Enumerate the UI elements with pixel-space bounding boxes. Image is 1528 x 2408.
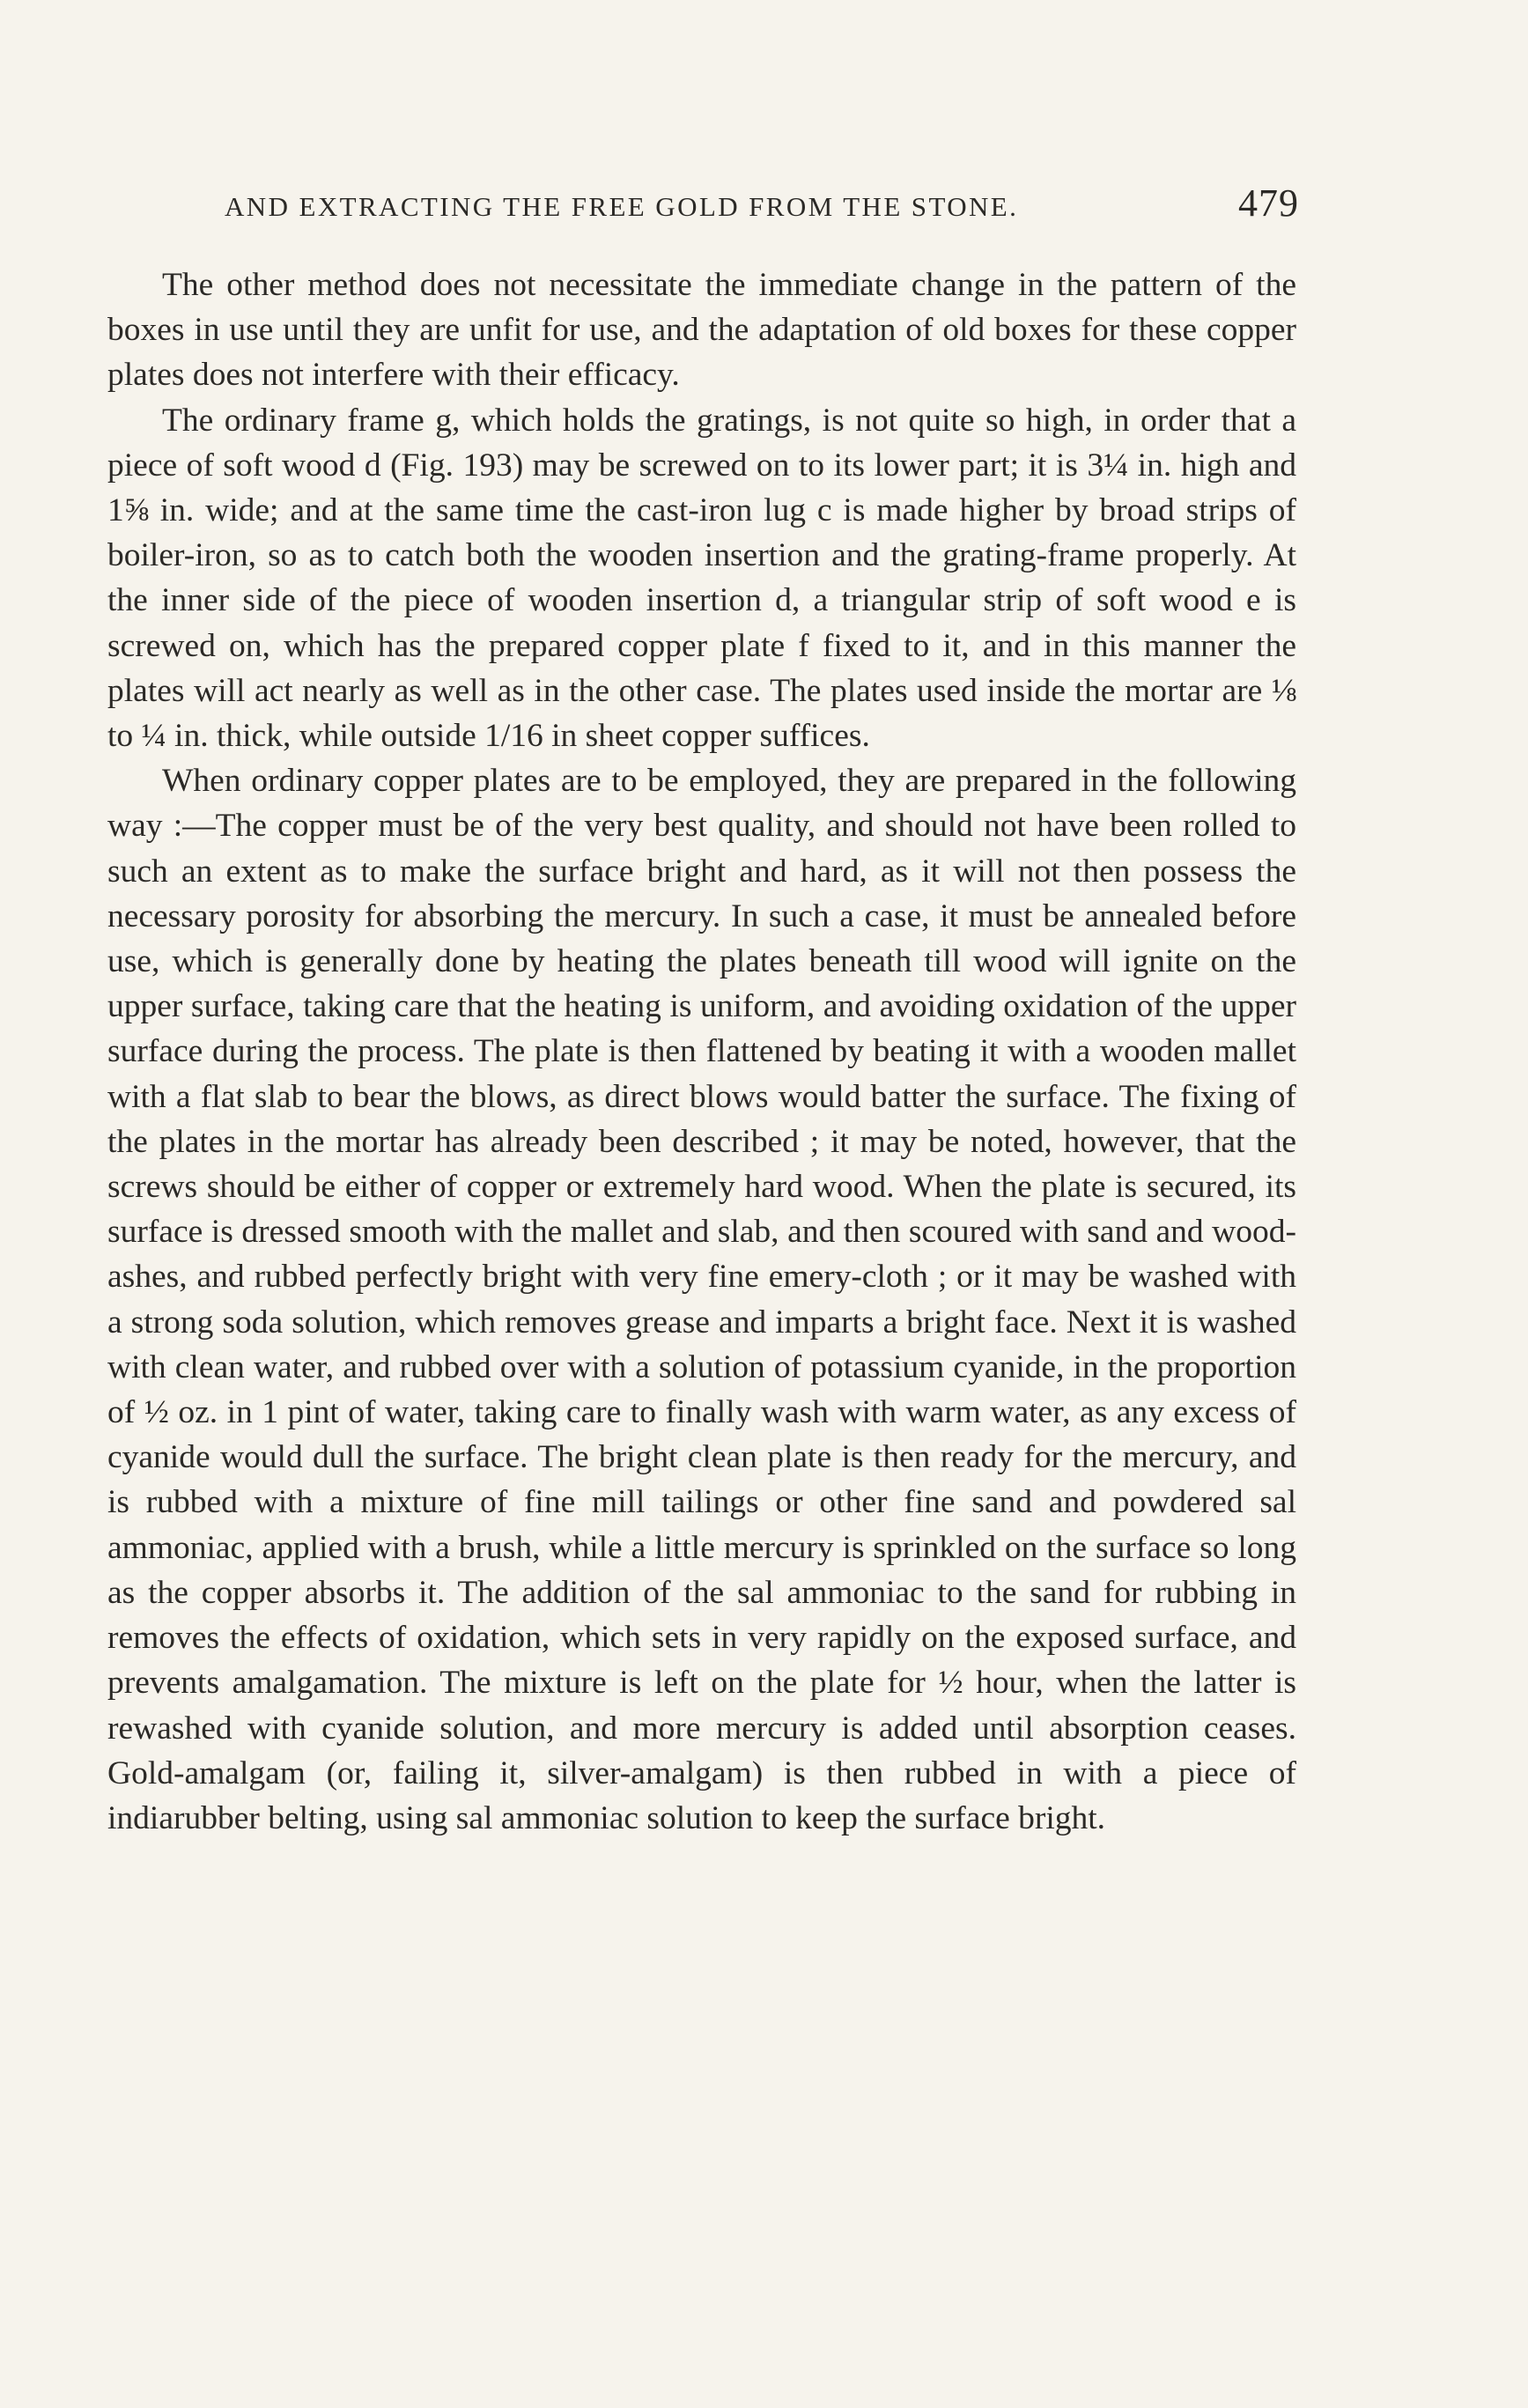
running-head <box>225 181 1299 233</box>
page-number: 479 <box>1238 181 1299 225</box>
running-title: AND EXTRACTING THE FREE GOLD FROM THE STONE. <box>225 191 1019 222</box>
paragraph-1: The other method does not necessitate the immediate change in the pattern of the boxes in use until they are unfit for use, and the adaptation of old boxes for these copper plates does not interfere with their efficacy. <box>107 267 1296 394</box>
paragraph-2: The ordinary frame g, which holds the gratings, is not quite so high, in order that a piece of soft wood d (Fig. 193) may be screwed on to its lower part; it is 3¼ in. high and 1⅝ in. wide; and at the same time the cast-iron lug c is made higher by broad strips of boiler-iron, so as to catch both the wooden insertion and the grating-frame properly. At the inner side of the piece of wooden insertion d, a triangular strip of soft wood e is screwed on, which has the prepared copper plate f fixed to it, and in this manner the plates will act nearly as well as in the other case. The plates used inside the mortar are ⅛ to ¼ in. thick, while outside 1/16 in sheet copper suffices. <box>107 402 1296 755</box>
paragraph-3: When ordinary copper plates are to be employed, they are prepared in the following way :—The copper must be of the very best quality, and should not have been rolled to such an extent as to make the surface bright and hard, as it will not then possess the necessary porosity for absorbing the mercury. In such a case, it must be annealed before use, which is generally done by heating the plates beneath till wood will ignite on the upper surface, taking care that the heating is uniform, and avoiding oxidation of the upper surface during the process. The plate is then flattened by beating it with a wooden mallet with a flat slab to bear the blows, as direct blows would batter the surface. The fixing of the plates in the mortar has already been described ; it may be noted, however, that the screws should be either of copper or extremely hard wood. When the plate is secured, its surface is dressed smooth with the mallet and slab, and then scoured with sand and wood-ashes, and rubbed perfectly bright with very fine emery-cloth ; or it may be washed with a strong soda solution, which removes grease and imparts a bright face. Next it is washed with clean water, and rubbed over with a solution of potassium cyanide, in the proportion of ½ oz. in 1 pint of water, taking care to finally wash with warm water, as any excess of cyanide would dull the surface. The bright clean plate is then ready for the mercury, and is rubbed with a mixture of fine mill tailings or other fine sand and powdered sal ammoniac, applied with a brush, while a little mercury is sprinkled on the surface so long as the copper absorbs it. The addition of the sal ammoniac to the sand for rubbing in removes the effects of oxidation, which sets in very rapidly on the exposed surface, and prevents amalgamation. The mixture is left on the plate for ½ hour, when the latter is rewashed with cyanide solution, and more mercury is added until absorption ceases. Gold-amalgam (or, failing it, silver-amalgam) is then rubbed in with a piece of indiarubber belting, using sal ammoniac solution to keep the surface bright. <box>107 763 1296 1836</box>
body-text <box>107 262 1296 2227</box>
